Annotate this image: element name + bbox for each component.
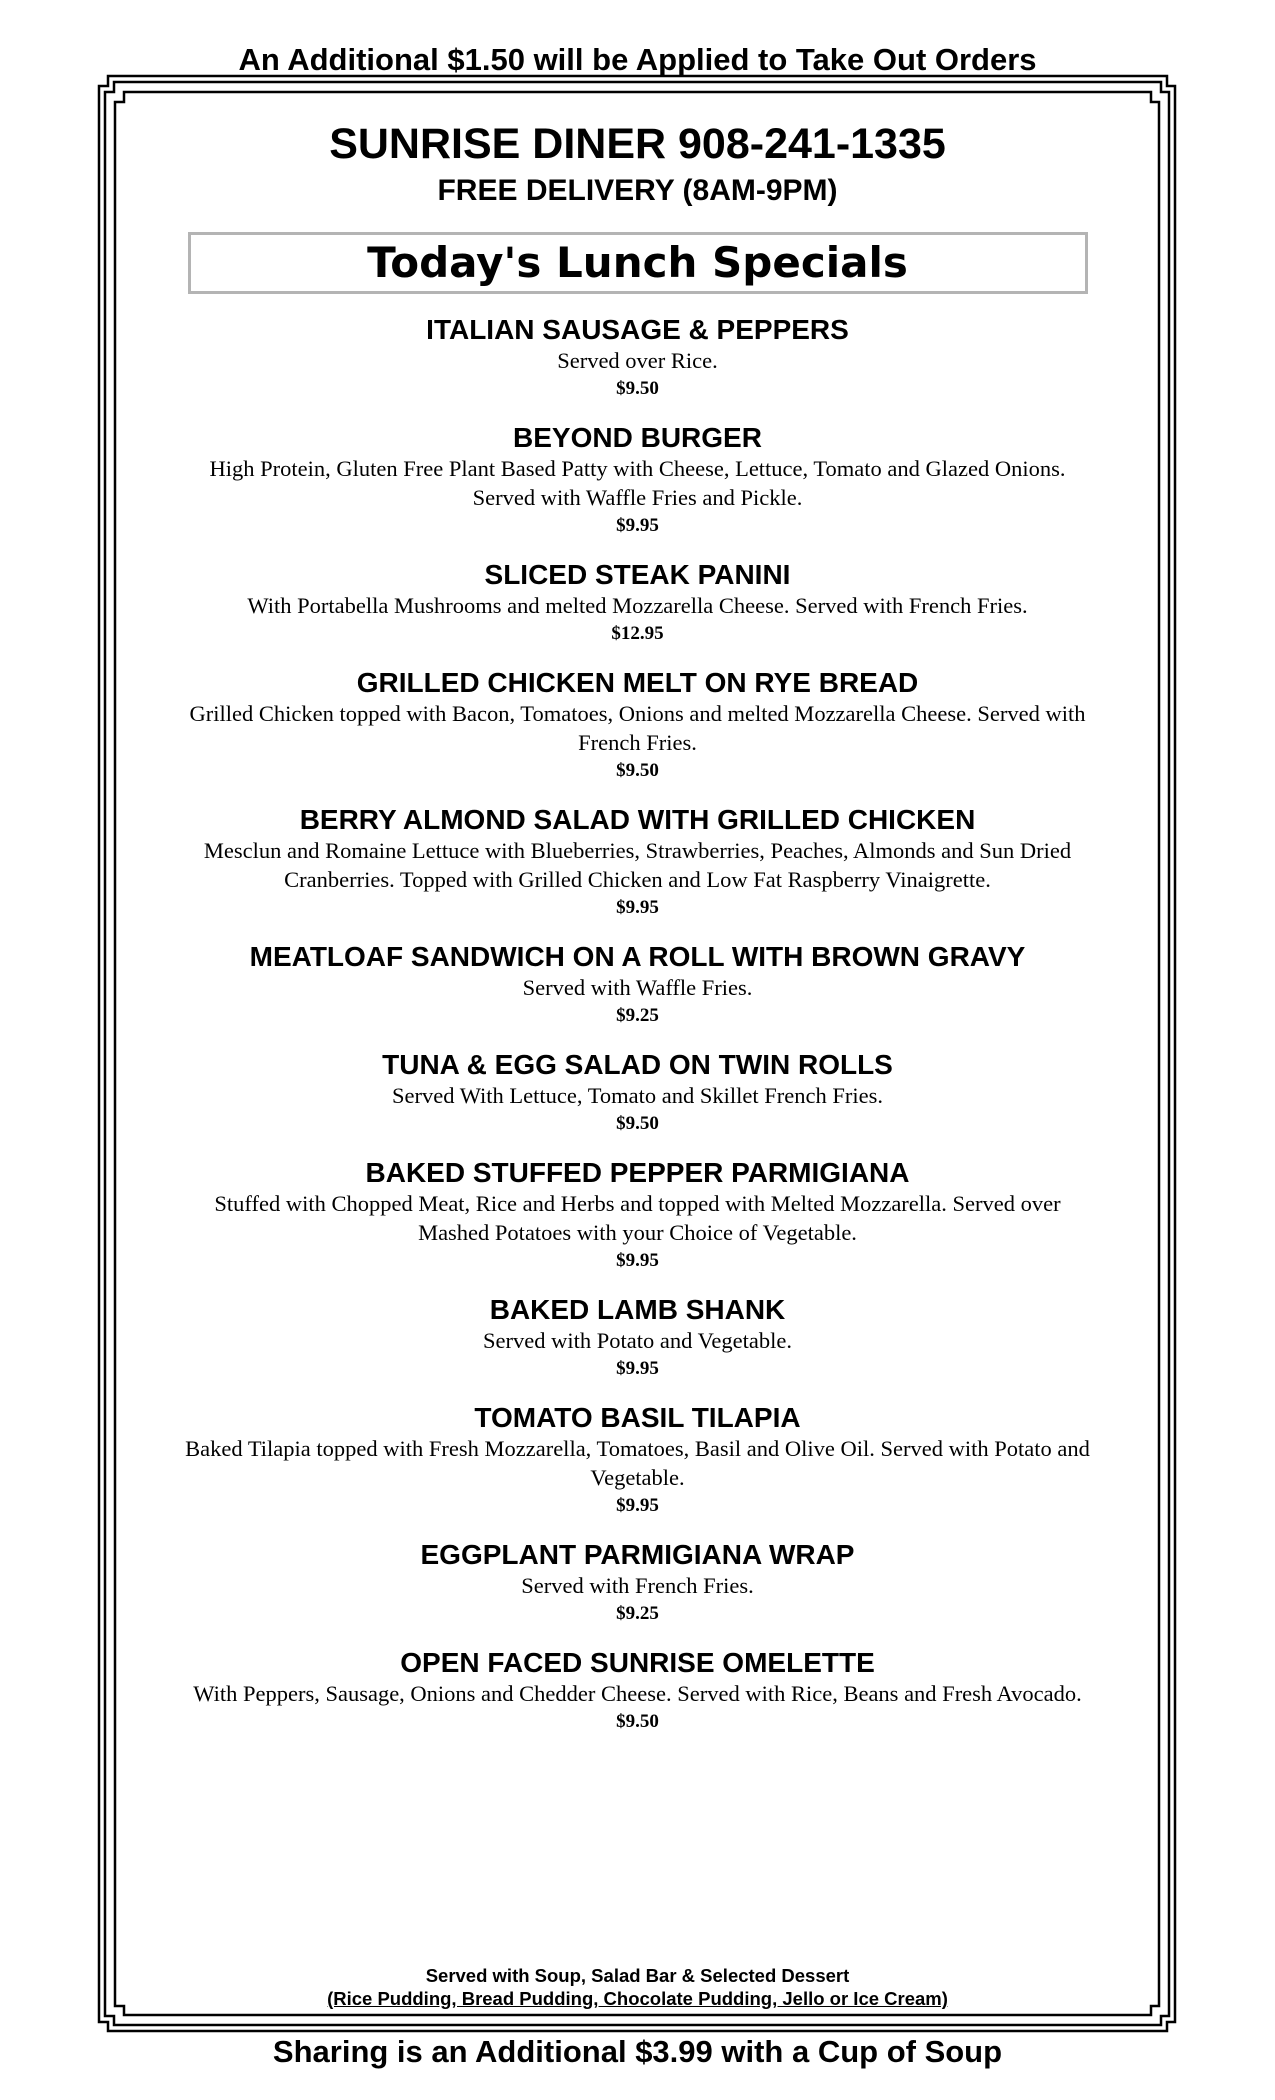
menu-item	[170, 1539, 1105, 1627]
item-name: BERRY ALMOND SALAD WITH GRILLED CHICKEN	[299, 804, 976, 835]
item-price: $9.50	[616, 760, 659, 781]
item-description: Grilled Chicken topped with Bacon, Tomatoes, Onions and melted Mozzarella Cheese. Served with French Fries.	[189, 701, 1086, 755]
specials-title: Today's Lunch Specials	[367, 238, 908, 287]
item-description: With Portabella Mushrooms and melted Mozzarella Cheese. Served with French Fries.	[247, 593, 1028, 618]
menu-item	[170, 804, 1105, 921]
menu-item	[170, 559, 1105, 647]
item-description: With Peppers, Sausage, Onions and Chedder Cheese. Served with Rice, Beans and Fresh Avocado.	[193, 1681, 1082, 1706]
item-name: TUNA & EGG SALAD ON TWIN ROLLS	[382, 1049, 893, 1080]
included-sides-note	[170, 1964, 1105, 2010]
item-description: Mesclun and Romaine Lettuce with Blueberries, Strawberries, Peaches, Almonds and Sun Dried Cranberries. Topped with Grilled Chicken and Low Fat Raspberry Vinaigrette.	[203, 838, 1072, 892]
menu-content	[170, 118, 1105, 1755]
menu-item	[170, 422, 1105, 539]
item-name: BEYOND BURGER	[513, 422, 762, 453]
item-price: $9.95	[616, 897, 659, 918]
menu-item	[170, 1157, 1105, 1274]
item-description: Served With Lettuce, Tomato and Skillet French Fries.	[392, 1083, 883, 1108]
item-description: Baked Tilapia topped with Fresh Mozzarella, Tomatoes, Basil and Olive Oil. Served with Potato and Vegetable.	[185, 1436, 1090, 1490]
item-price: $9.50	[616, 1711, 659, 1732]
item-price: $9.25	[616, 1603, 659, 1624]
item-name: EGGPLANT PARMIGIANA WRAP	[420, 1539, 855, 1570]
specials-title-box	[188, 232, 1088, 294]
takeout-surcharge-note: An Additional $1.50 will be Applied to Take Out Orders	[238, 42, 1037, 77]
item-price: $9.25	[616, 1005, 659, 1026]
item-name: OPEN FACED SUNRISE OMELETTE	[400, 1647, 875, 1678]
menu-item	[170, 314, 1105, 402]
item-description: Served over Rice.	[557, 348, 718, 373]
item-name: ITALIAN SAUSAGE & PEPPERS	[426, 314, 849, 345]
menu-item	[170, 1294, 1105, 1382]
dessert-options-line: (Rice Pudding, Bread Pudding, Chocolate Pudding, Jello or Ice Cream)	[327, 1988, 948, 2009]
item-description: Served with Potato and Vegetable.	[483, 1328, 792, 1353]
item-description: Served with French Fries.	[521, 1573, 754, 1598]
menu-item	[170, 667, 1105, 784]
item-name: MEATLOAF SANDWICH ON A ROLL WITH BROWN GRAVY	[249, 941, 1026, 972]
menu-item	[170, 941, 1105, 1029]
item-description: Stuffed with Chopped Meat, Rice and Herbs and topped with Melted Mozzarella. Served over Mashed Potatoes with your Choice of Vegetable.	[214, 1191, 1061, 1245]
item-price: $9.50	[616, 378, 659, 399]
item-price: $9.95	[616, 1250, 659, 1271]
item-name: SLICED STEAK PANINI	[484, 559, 791, 590]
item-name: BAKED STUFFED PEPPER PARMIGIANA	[365, 1157, 910, 1188]
item-description: High Protein, Gluten Free Plant Based Patty with Cheese, Lettuce, Tomato and Glazed Onions. Served with Waffle Fries and Pickle.	[209, 456, 1066, 510]
item-price: $9.95	[616, 1495, 659, 1516]
item-price: $9.50	[616, 1113, 659, 1134]
item-price: $9.95	[616, 515, 659, 536]
served-with-line: Served with Soup, Salad Bar & Selected Dessert	[425, 1965, 850, 1986]
delivery-hours: FREE DELIVERY (8AM-9PM)	[437, 174, 838, 207]
diner-name-phone: SUNRISE DINER 908-241-1335	[329, 120, 946, 168]
menu-item	[170, 1049, 1105, 1137]
menu-item	[170, 1647, 1105, 1735]
item-name: TOMATO BASIL TILAPIA	[474, 1402, 801, 1433]
item-name: BAKED LAMB SHANK	[489, 1294, 786, 1325]
menu-items	[170, 314, 1105, 1735]
item-price: $12.95	[611, 623, 664, 644]
menu-item	[170, 1402, 1105, 1519]
sharing-charge-note: Sharing is an Additional $3.99 with a Cup of Soup	[272, 2034, 1003, 2069]
item-description: Served with Waffle Fries.	[522, 975, 753, 1000]
item-name: GRILLED CHICKEN MELT ON RYE BREAD	[356, 667, 919, 698]
item-price: $9.95	[616, 1358, 659, 1379]
